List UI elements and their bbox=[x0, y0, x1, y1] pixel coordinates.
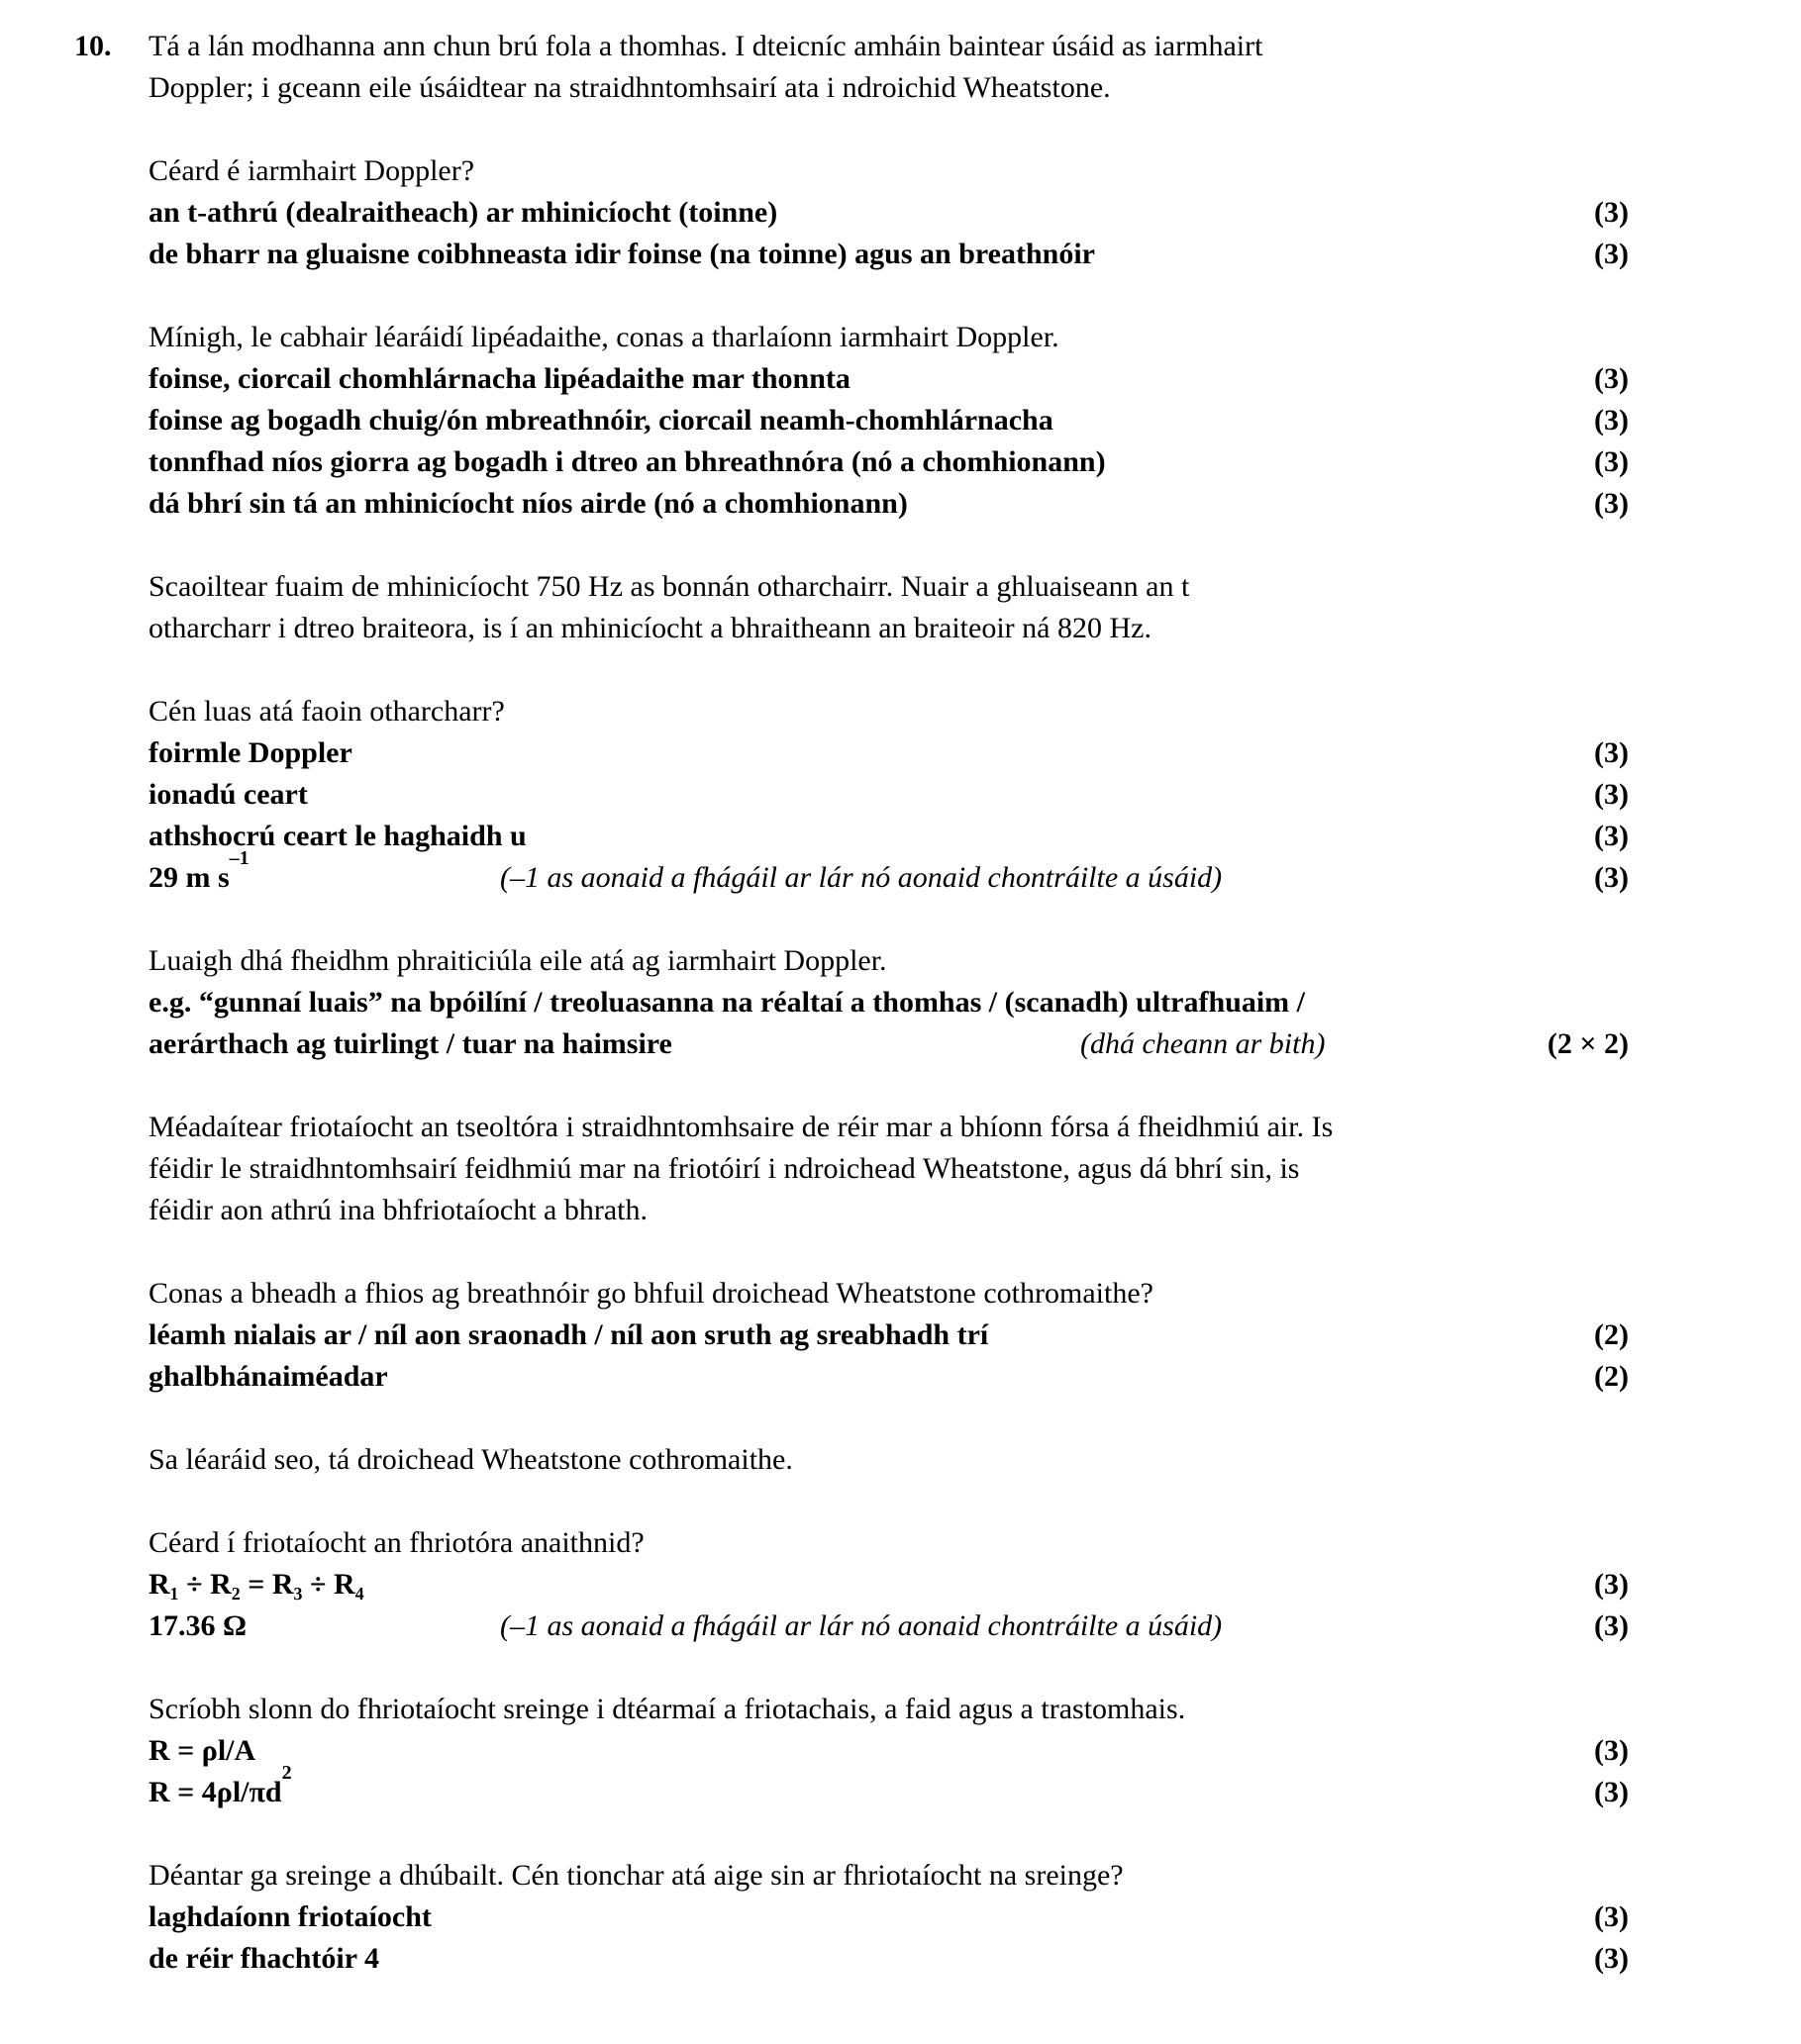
answer-text: R = ρl/A bbox=[149, 1734, 256, 1767]
superscript: 2 bbox=[281, 1762, 292, 1784]
paragraph-line: féidir le straidhntomhsairí feidhmiú mar na friotóirí i ndroichead Wheatstone, agus dá bhrí sin, is bbox=[149, 1152, 1300, 1185]
mark-value: (3) bbox=[1594, 778, 1629, 811]
mark-value: (3) bbox=[1594, 861, 1629, 894]
answer-row bbox=[149, 982, 1629, 1023]
answer-text: ionadú ceart bbox=[149, 778, 308, 811]
question-text: Scríobh slonn do fhriotaíocht sreinge i dtéarmaí a friotachais, a faid agus a trastomhais. bbox=[149, 1693, 1186, 1725]
paragraph-line: Doppler; i gceann eile úsáidtear na straidhntomhsairí ata i ndroichid Wheatstone. bbox=[149, 71, 1111, 104]
answer-text: laghdaíonn friotaíocht bbox=[149, 1900, 432, 1933]
answer-text: dá bhrí sin tá an mhinicíocht níos airde (nó a chomhionann) bbox=[149, 487, 908, 520]
answer-row bbox=[149, 441, 1629, 483]
answer-row bbox=[149, 1023, 1629, 1065]
answer-row bbox=[149, 1564, 1629, 1606]
paragraph-line: otharcharr i dtreo braiteora, is í an mhinicíocht a bhraitheann an braiteoir ná 820 Hz. bbox=[149, 612, 1151, 644]
wheatstone-balanced-qa bbox=[149, 1273, 1801, 1398]
answer-row bbox=[149, 1938, 1629, 1980]
answer-row bbox=[149, 1762, 1629, 1813]
mark-value: (3) bbox=[1594, 404, 1629, 437]
mark-value: (3) bbox=[1594, 445, 1629, 478]
mark-value: (3) bbox=[1594, 1900, 1629, 1933]
mark-value: (3) bbox=[1594, 196, 1629, 229]
answer-row bbox=[149, 1897, 1629, 1938]
question-text: Déantar ga sreinge a dhúbailt. Cén tionchar atá aige sin ar fhriotaíocht na sreinge? bbox=[149, 1859, 1124, 1892]
doppler-explanation-qa bbox=[149, 317, 1801, 525]
superscript: –1 bbox=[229, 847, 250, 869]
question-text: Céard í friotaíocht an fhriotóra anaithnid? bbox=[149, 1526, 645, 1559]
doppler-applications-qa bbox=[149, 940, 1801, 1065]
ambulance-paragraph bbox=[149, 566, 1801, 649]
answer-row bbox=[149, 732, 1629, 774]
marker-note: (dhá cheann ar bith) bbox=[1080, 1027, 1326, 1060]
wire-resistance-formula-qa bbox=[149, 1689, 1801, 1813]
question-text: Cén luas atá faoin otharcharr? bbox=[149, 695, 505, 728]
answer-row bbox=[149, 1314, 1629, 1356]
answer-text: 17.36 Ω bbox=[149, 1609, 248, 1642]
answer-row bbox=[149, 234, 1629, 275]
answer-row bbox=[149, 483, 1629, 525]
question-text: Mínigh, le cabhair léaráidí lipéadaithe, conas a tharlaíonn iarmhairt Doppler. bbox=[149, 321, 1059, 353]
answer-row bbox=[149, 400, 1629, 441]
answer-row bbox=[149, 847, 1629, 899]
answer-text: 29 m $s^{-1}$ bbox=[149, 847, 250, 894]
paragraph-line: Méadaítear friotaíocht an tseoltóra i straidhntomhsaire de réir mar a bhíonn fórsa á fheidhmiú air. Is bbox=[149, 1111, 1334, 1143]
mark-value: (3) bbox=[1594, 362, 1629, 395]
answer-text: foinse ag bogadh chuig/ón mbreathnóir, ciorcail neamh-chomhlárnacha bbox=[149, 404, 1053, 437]
answer-row bbox=[149, 816, 1629, 857]
answer-text: an t-athrú (dealraitheach) ar mhinicíocht (toinne) bbox=[149, 196, 778, 229]
answer-row bbox=[149, 1356, 1629, 1398]
answer-text: de bharr na gluaisne coibhneasta idir foinse (na toinne) agus an breathnóir bbox=[149, 238, 1095, 270]
answer-row bbox=[149, 1606, 1629, 1647]
paragraph-line: Tá a lán modhanna ann chun brú fola a thomhas. I dteicníc amháin baintear úsáid as iarmhairt bbox=[149, 30, 1263, 62]
mark-value: (3) bbox=[1594, 1776, 1629, 1808]
mark-value: (3) bbox=[1594, 1942, 1629, 1975]
paragraph-line: féidir aon athrú ina bhfriotaíocht a bhrath. bbox=[149, 1194, 648, 1226]
answer-text: athshocrú ceart le haghaidh u bbox=[149, 820, 527, 852]
answer-text: aerárthach ag tuirlingt / tuar na haimsire bbox=[149, 1027, 672, 1060]
strain-gauge-paragraph bbox=[149, 1107, 1801, 1231]
mark-value: (3) bbox=[1594, 1734, 1629, 1767]
marker-note: (–1 as aonaid a fhágáil ar lár nó aonaid chontráilte a úsáid) bbox=[500, 861, 1223, 894]
answer-text: $R = 4\rho l/\pi d^2$ bbox=[149, 1762, 292, 1808]
answer-text: léamh nialais ar / níl aon sraonadh / níl aon sruth ag sreabhadh trí bbox=[149, 1318, 989, 1351]
answer-text: foinse, ciorcail chomhlárnacha lipéadaithe mar thonnta bbox=[149, 362, 850, 395]
answer-text: tonnfhad níos giorra ag bogadh i dtreo an bhreathnóra (nó a chomhionann) bbox=[149, 445, 1106, 478]
answer-row bbox=[149, 774, 1629, 816]
mark-value: (3) bbox=[1594, 1568, 1629, 1601]
answer-text: de réir fhachtóir 4 bbox=[149, 1942, 380, 1975]
question-number: 10. bbox=[74, 30, 112, 62]
wire-radius-doubled-qa bbox=[149, 1855, 1801, 1980]
answer-text: foirmle Doppler bbox=[149, 736, 352, 769]
ambulance-speed-qa bbox=[149, 691, 1801, 899]
intro-paragraph bbox=[149, 26, 1801, 109]
mark-value: (3) bbox=[1594, 238, 1629, 270]
paragraph-line: Sa léaráid seo, tá droichead Wheatstone cothromaithe. bbox=[149, 1443, 793, 1476]
mark-value: (3) bbox=[1594, 820, 1629, 852]
answer-row bbox=[149, 1730, 1629, 1772]
question-text: Céard é iarmhairt Doppler? bbox=[149, 154, 475, 187]
mark-value: (3) bbox=[1594, 736, 1629, 769]
unknown-resistance-qa bbox=[149, 1522, 1801, 1647]
diagram-paragraph bbox=[149, 1439, 1801, 1481]
answer-text: R₁ ÷ R₂ = R₃ ÷ R₄ bbox=[149, 1568, 364, 1601]
marker-note: (–1 as aonaid a fhágáil ar lár nó aonaid chontráilte a úsáid) bbox=[500, 1609, 1223, 1642]
answer-row bbox=[149, 358, 1629, 400]
answer-text: ghalbhánaiméadar bbox=[149, 1360, 388, 1393]
doppler-definition-qa bbox=[149, 150, 1801, 275]
paragraph-line: Scaoiltear fuaim de mhinicíocht 750 Hz as bonnán otharchairr. Nuair a ghluaiseann an t bbox=[149, 570, 1190, 603]
mark-value: (2) bbox=[1594, 1318, 1629, 1351]
answer-row bbox=[149, 192, 1629, 234]
mark-value: (3) bbox=[1594, 1609, 1629, 1642]
mark-value: (2) bbox=[1594, 1360, 1629, 1393]
answer-text: e.g. “gunnaí luais” na bpóilíní / treoluasanna na réaltaí a thomhas / (scanadh) ultrafhuaim / bbox=[149, 986, 1305, 1019]
mark-value: (2 × 2) bbox=[1547, 1027, 1629, 1060]
question-text: Luaigh dhá fheidhm phraiticiúla eile atá ag iarmhairt Doppler. bbox=[149, 944, 887, 977]
mark-value: (3) bbox=[1594, 487, 1629, 520]
question-text: Conas a bheadh a fhios ag breathnóir go bhfuil droichead Wheatstone cothromaithe? bbox=[149, 1277, 1153, 1310]
